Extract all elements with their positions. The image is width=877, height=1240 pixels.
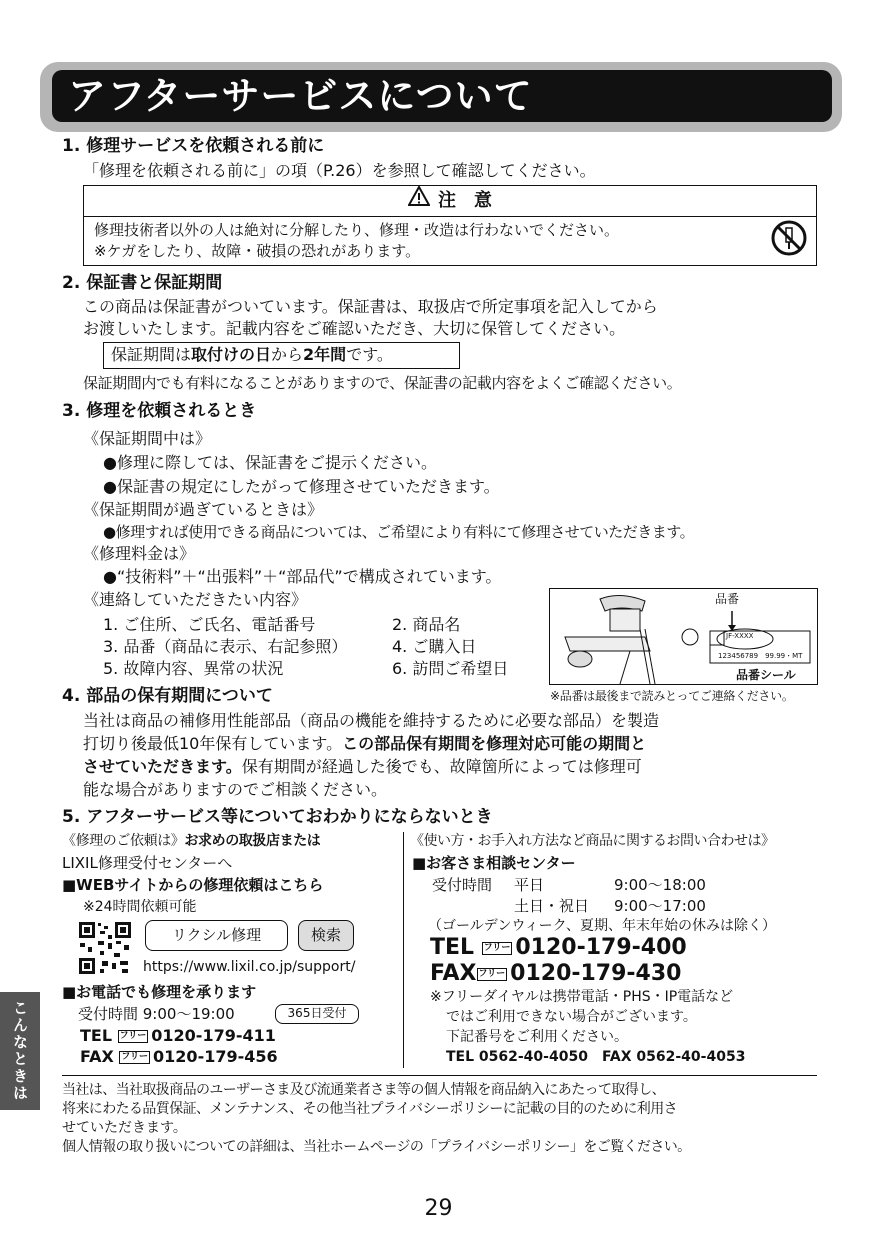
repair-center-line: LIXIL修理受付センターへ — [62, 854, 233, 872]
contact-label: 《連絡していただきたい内容》 — [83, 590, 308, 609]
weekday-label: 平日 — [514, 876, 545, 894]
repair-tel — [80, 1025, 276, 1047]
bullet-2: ●保証書の規定にしたがって修理させていただきます。 — [103, 477, 500, 496]
repair-fax — [80, 1046, 278, 1068]
privacy-divider — [62, 1075, 817, 1076]
hours-label: 受付時間 — [432, 876, 493, 894]
caution-box — [83, 185, 817, 266]
free-dial-note-1: ※フリーダイヤルは携帯電話・PHS・IP電話など — [430, 989, 734, 1005]
section-3-heading: 3. 修理を依頼されるとき — [62, 401, 257, 421]
repair-request-intro: 《修理のご依頼は》お求めの取扱店または — [62, 833, 321, 849]
contact-item-5: 5. 故障内容、異常の状況 — [103, 659, 284, 678]
section-2-heading: 2. 保証書と保証期間 — [62, 273, 223, 293]
product-label-figure — [549, 588, 818, 685]
warranty-note: 保証期間内でも有料になることがありますので、保証書の記載内容をよくご確認ください。 — [83, 374, 682, 392]
section-5-divider — [403, 832, 404, 1068]
repair-tel-label: TEL — [80, 1026, 113, 1045]
section-5-heading: 5. アフターサービス等についておわかりにならないとき — [62, 807, 493, 827]
inquiry-intro: 《使い方・お手入れ方法など商品に関するお問い合わせは》 — [410, 833, 775, 849]
web-repair-heading: ■WEBサイトからの修理依頼はこちら — [62, 876, 324, 894]
free-dial-icon: フリー — [478, 968, 506, 979]
section-4-line-1: 当社は商品の補修用性能部品（商品の機能を維持するために必要な部品）を製造 — [83, 711, 660, 730]
customer-center-heading: ■お客さま相談センター — [412, 854, 576, 872]
figure-part-number-label: 品番 — [715, 592, 740, 606]
search-input[interactable]: リクシル修理 — [145, 920, 288, 951]
holiday-note: （ゴールデンウィーク、夏期、年末年始の休みは除く） — [428, 918, 777, 934]
contact-item-1: 1. ご住所、ご氏名、電話番号 — [103, 615, 316, 634]
caution-line-1: 修理技術者以外の人は絶対に分解したり、修理・改造は行わないでください。 — [94, 221, 620, 239]
privacy-line-4: 個人情報の取り扱いについての詳細は、当社ホームページの「プライバシーポリシー」をご覧ください。 — [62, 1139, 691, 1155]
weekend-label: 土日・祝日 — [514, 897, 590, 915]
repair-fax-number: 0120-179-456 — [153, 1047, 278, 1066]
after-period-label: 《保証期間が過ぎているときは》 — [83, 500, 324, 519]
privacy-line-1: 当社は、当社取扱商品のユーザーさま及び流通業者さま等の個人情報を商品納入にあたって取得し、 — [62, 1082, 665, 1098]
free-dial-note-3: 下記番号をご利用ください。 — [446, 1029, 628, 1045]
contact-item-3: 3. 品番（商品に表示、右記参照） — [103, 637, 348, 656]
section-1-heading: 1. 修理サービスを依頼される前に — [62, 136, 325, 156]
privacy-line-2: 将来にわたる品質保証、メンテナンス、その他当社プライバシーポリシーに記載の目的のために利用さ — [62, 1101, 677, 1117]
section-4-line-2: 打切り後最低10年保有しています。この部品保有期間を修理対応可能の期間と — [83, 734, 647, 753]
center-fax — [430, 960, 681, 988]
bullet-1: ●修理に際しては、保証書をご提示ください。 — [103, 453, 437, 472]
web-repair-note: ※24時間依頼可能 — [83, 899, 197, 915]
alternate-numbers: TEL 0562-40-4050 FAX 0562-40-4053 — [446, 1049, 746, 1065]
warranty-period-text: 保証期間は取付けの日から2年間です。 — [111, 345, 393, 364]
bullet-3: ●修理すれば使用できる商品については、ご希望により有料にて修理させていただきます。 — [103, 523, 695, 541]
365-day-badge: 365日受付 — [275, 1004, 359, 1024]
contact-item-2: 2. 商品名 — [392, 615, 461, 634]
repair-tel-number: 0120-179-411 — [151, 1026, 276, 1045]
support-url[interactable]: https://www.lixil.co.jp/support/ — [143, 959, 356, 975]
section-4-line-4: 能な場合がありますのでご相談ください。 — [83, 780, 388, 799]
contact-item-4: 4. ご購入日 — [392, 637, 477, 656]
section-4-line-3: させていただきます。保有期間が経過した後でも、故障箇所によっては修理可 — [83, 757, 642, 776]
center-tel-number: 0120-179-400 — [515, 935, 687, 960]
side-index-tab[interactable]: こんなときは — [0, 992, 40, 1110]
page-number: 29 — [424, 1196, 453, 1221]
phone-hours: 受付時間 9:00〜19:00 — [78, 1005, 235, 1023]
qr-code-icon[interactable] — [78, 921, 132, 975]
no-disassembly-icon — [770, 219, 808, 257]
caution-line-2: ※ケガをしたり、故障・破損の恐れがあります。 — [94, 242, 421, 260]
figure-note: ※品番は最後まで読みとってご連絡ください。 — [550, 689, 794, 703]
free-dial-icon: フリー — [121, 1052, 149, 1062]
weekday-hours: 9:00〜18:00 — [614, 876, 706, 894]
figure-serial: 123456789 99.99・MT — [718, 652, 803, 660]
free-dial-icon: フリー — [119, 1031, 147, 1041]
center-tel — [430, 934, 687, 962]
section-4-heading: 4. 部品の保有期間について — [62, 686, 273, 706]
repair-fax-label: FAX — [80, 1047, 114, 1066]
section-2-line-1: この商品は保証書がついています。保証書は、取扱店で所定事項を記入してから — [83, 297, 658, 316]
phone-repair-heading: ■お電話でも修理を承ります — [62, 983, 257, 1001]
center-tel-label: TEL — [430, 935, 475, 960]
caution-header — [84, 186, 816, 217]
center-fax-number: 0120-179-430 — [510, 961, 682, 986]
warning-icon — [408, 186, 430, 216]
bullet-4: ●“技術料”＋“出張料”＋“部品代”で構成されています。 — [103, 567, 502, 586]
fee-label: 《修理料金は》 — [83, 544, 196, 563]
section-2-line-2: お渡しいたします。記載内容をご確認いただき、大切に保管してください。 — [83, 319, 626, 338]
section-1-text: 「修理を依頼される前に」の項（P.26）を参照して確認してください。 — [83, 161, 596, 180]
search-button[interactable]: 検索 — [298, 920, 354, 951]
center-fax-label: FAX — [430, 961, 477, 986]
page-title: アフターサービスについて — [68, 74, 533, 118]
caution-title: 注 意 — [438, 190, 492, 211]
in-period-label: 《保証期間中は》 — [83, 429, 212, 448]
free-dial-icon: フリー — [483, 942, 511, 953]
figure-part-code: JF-XXXX — [726, 632, 754, 640]
free-dial-note-2: ではご利用できない場合がございます。 — [446, 1009, 697, 1025]
privacy-line-3: せていただきます。 — [62, 1120, 187, 1136]
contact-item-6: 6. 訪問ご希望日 — [392, 659, 509, 678]
weekend-hours: 9:00〜17:00 — [614, 897, 706, 915]
figure-seal-label: 品番シール — [736, 668, 796, 682]
